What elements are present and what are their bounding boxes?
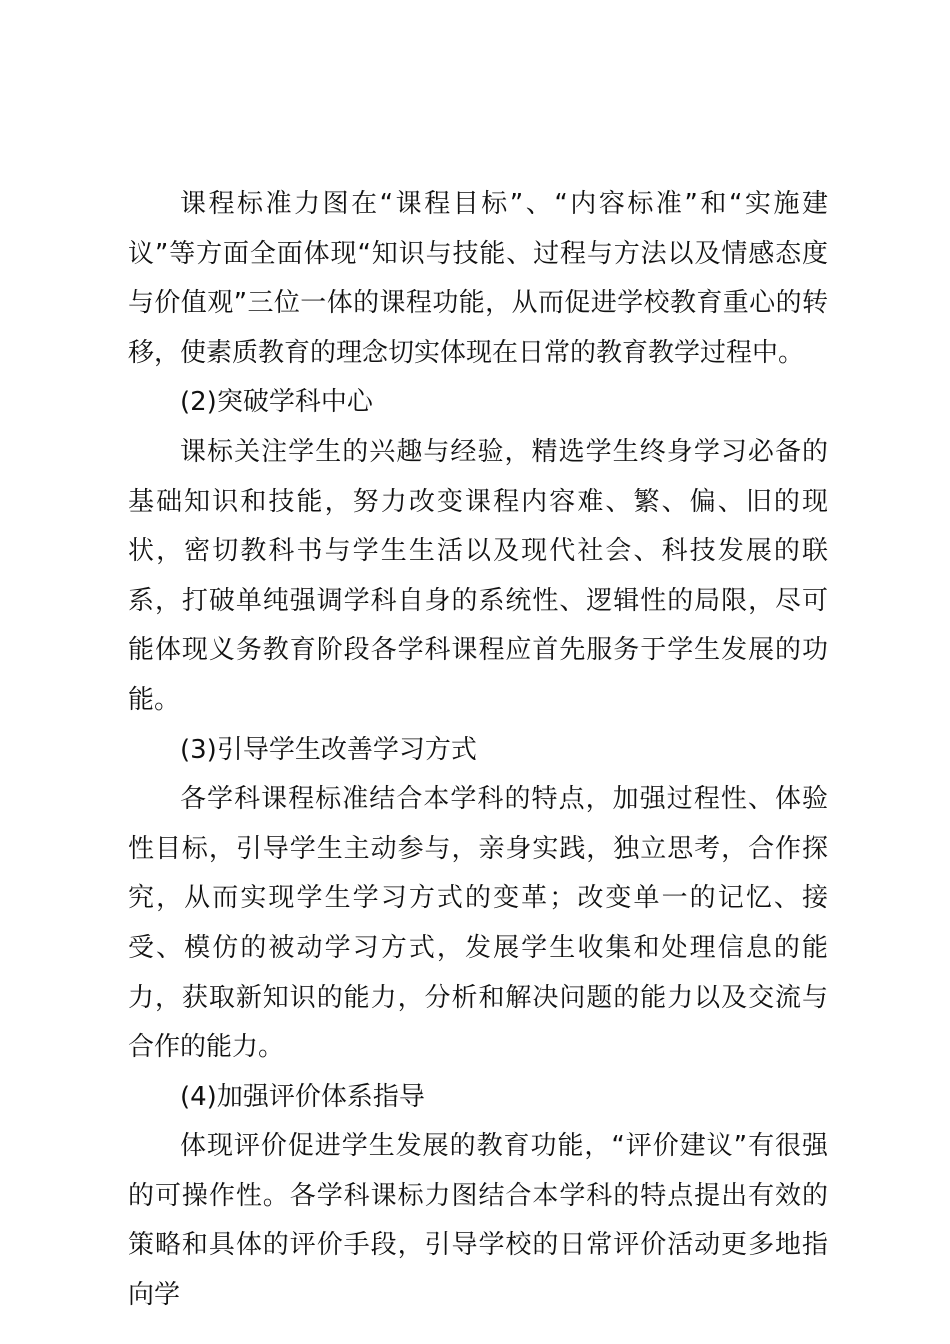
body-paragraph-curriculum-goals: 课程标准力图在“课程目标”、“内容标准”和“实施建议”等方面全面体现“知识与技能、过程与方法以及情感态度与价值观”三位一体的课程功能，从而促进学校教育重心的转移，使素质教育的理念切实体现在日常的教育教学过程中。 — [128, 189, 828, 368]
body-paragraph-student-interests: 课标关注学生的兴趣与经验，精选学生终身学习必备的基础知识和技能，努力改变课程内容难、繁、偏、旧的现状，密切教科书与学生生活以及现代社会、科技发展的联系，打破单纯强调学科自身的系统性、逻辑性的局限，尽可能体现义务教育阶段各学科课程应首先服务于学生发展的功能。 — [128, 436, 828, 715]
body-paragraph-evaluation-function: 体现评价促进学生发展的教育功能，“评价建议”有很强的可操作性。各学科课标力图结合本学科的特点提出有效的策略和具体的评价手段，引导学校的日常评价活动更多地指向学 — [128, 1131, 828, 1311]
section-heading-break-subject-center: (2)突破学科中心 — [180, 387, 373, 418]
section-heading-learning-methods: (3)引导学生改善学习方式 — [180, 734, 477, 765]
body-paragraph-process-goals: 各学科课程标准结合本学科的特点，加强过程性、体验性目标，引导学生主动参与，亲身实践，独立思考，合作探究，从而实现学生学习方式的变革；改变单一的记忆、接受、模仿的被动学习方式，发展学生收集和处理信息的能力，获取新知识的能力，分析和解决问题的能力以及交流与合作的能力。 — [128, 784, 828, 1063]
document-page — [128, 180, 828, 1321]
section-heading-evaluation-system: (4)加强评价体系指导 — [180, 1081, 425, 1112]
